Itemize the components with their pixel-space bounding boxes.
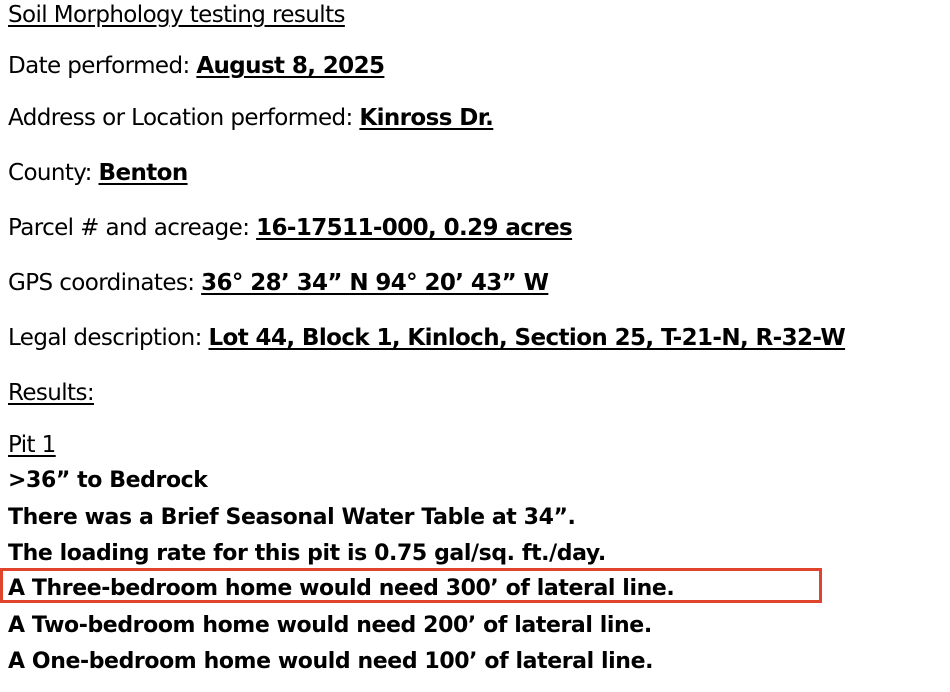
field-gps-value: 36° 28’ 34” N 94° 20’ 43” W [201, 270, 549, 296]
field-parcel [8, 213, 572, 243]
field-legal-label: Legal description: [8, 325, 209, 351]
result-water-table: There was a Brief Seasonal Water Table at 34”. [8, 505, 576, 530]
results-heading: Results: [8, 380, 94, 406]
result-one-bedroom: A One-bedroom home would need 100’ of lateral line. [8, 649, 654, 674]
field-location-label: Address or Location performed: [8, 105, 360, 131]
field-legal-description [8, 323, 845, 353]
result-three-bedroom: A Three-bedroom home would need 300’ of lateral line. [8, 576, 675, 601]
highlight-box [0, 568, 822, 603]
field-date-label: Date performed: [8, 53, 197, 79]
field-date-value: August 8, 2025 [196, 53, 385, 79]
field-location [8, 103, 493, 133]
result-bedrock: >36” to Bedrock [8, 468, 208, 493]
field-county [8, 158, 188, 188]
field-parcel-label: Parcel # and acreage: [8, 215, 257, 241]
result-loading-rate: The loading rate for this pit is 0.75 gal/sq. ft./day. [8, 541, 606, 566]
field-county-label: County: [8, 160, 99, 186]
field-date [8, 51, 384, 81]
field-location-value: Kinross Dr. [359, 105, 494, 131]
field-legal-value: Lot 44, Block 1, Kinloch, Section 25, T-21-N, R-32-W [208, 325, 846, 351]
field-county-value: Benton [98, 160, 188, 186]
result-two-bedroom: A Two-bedroom home would need 200’ of lateral line. [8, 613, 652, 638]
field-gps [8, 268, 548, 298]
field-parcel-value: 16-17511-000, 0.29 acres [256, 215, 573, 241]
pit-heading: Pit 1 [8, 432, 56, 458]
document-title: Soil Morphology testing results [8, 2, 345, 28]
field-gps-label: GPS coordinates: [8, 270, 202, 296]
